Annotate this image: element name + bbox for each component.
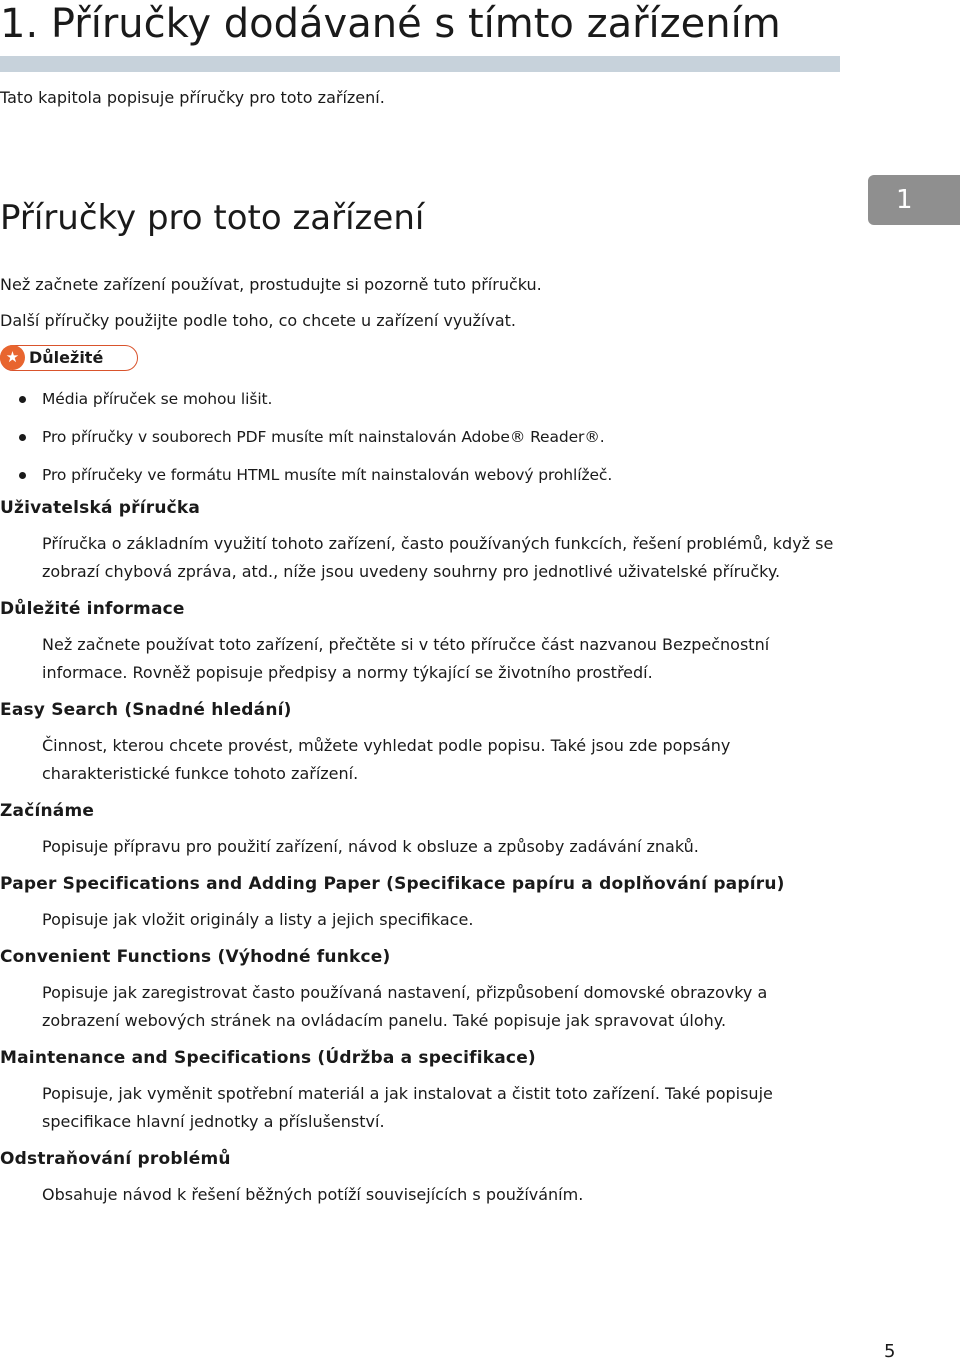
list-item [0,388,612,426]
page-number: 5 [884,1341,896,1362]
manual-description: Příručka o základním využití tohoto zařízení, často používaných funkcích, řešení problémů, když se zobrazí chybová zpráva, atd., níže jsou uvedeny souhrny pro jednotlivé uživatelské příručky. [42,534,834,581]
important-badge [0,345,138,371]
chapter-title: 1. Příručky dodávané s tímto zařízením [0,1,781,47]
manual-description: Popisuje přípravu pro použití zařízení, návod k obsluze a způsoby zadávání znaků. [42,837,699,856]
manual-description: Obsahuje návod k řešení běžných potíží souvisejících s používáním. [42,1185,584,1204]
manual-description: Než začnete používat toto zařízení, přečtěte si v této příručce část nazvanou Bezpečnostní informace. Rovněž popisuje předpisy a normy týkající se životního prostředí. [42,635,770,682]
important-label: Důležité [29,348,104,367]
manual-title: Maintenance and Specifications (Údržba a specifikace) [0,1048,536,1068]
list-item-text: Média příruček se mohou lišit. [42,390,273,408]
manual-description: Činnost, kterou chcete provést, můžete vyhledat podle popisu. Také jsou zde popsány charakteristické funkce tohoto zařízení. [42,736,731,783]
manual-description: Popisuje, jak vyměnit spotřební materiál a jak instalovat a čistit toto zařízení. Také popisuje specifikace hlavní jednotky a příslušenství. [42,1084,773,1131]
bullet-icon [19,434,26,441]
chapter-intro: Tato kapitola popisuje příručky pro toto zařízení. [0,88,385,107]
manual-title: Důležité informace [0,599,185,619]
section-paragraph-1: Než začnete zařízení používat, prostudujte si pozorně tuto příručku. [0,275,542,294]
manual-title: Convenient Functions (Výhodné funkce) [0,947,391,967]
manual-title: Odstraňování problémů [0,1149,231,1169]
manual-title: Začínáme [0,801,95,821]
manual-entry [0,698,960,783]
manual-entry [0,1046,960,1131]
manual-description: Popisuje jak zaregistrovat často používaná nastavení, přizpůsobení domovské obrazovky a zobrazení webových stránek na ovládacím panelu. Také popisuje jak spravovat úlohy. [42,983,768,1030]
manual-title: Uživatelská příručka [0,498,201,518]
manual-entry [0,597,960,682]
title-rule [0,56,840,72]
important-list [0,388,612,502]
manual-entry [0,1147,960,1204]
manual-entry [0,496,960,581]
manual-title: Paper Specifications and Adding Paper (Specifikace papíru a doplňování papíru) [0,874,785,894]
list-item-text: Pro příručeky ve formátu HTML musíte mít nainstalován webový prohlížeč. [42,466,613,484]
section-paragraph-2: Další příručky použijte podle toho, co chcete u zařízení využívat. [0,311,516,330]
chapter-tab: 1 [868,175,960,225]
bullet-icon [19,396,26,403]
bullet-icon [19,472,26,479]
manual-description: Popisuje jak vložit originály a listy a jejich specifikace. [42,910,474,929]
star-icon: ★ [0,345,25,370]
manual-entry [0,799,960,856]
section-title: Příručky pro toto zařízení [0,198,425,238]
list-item-text: Pro příručky v souborech PDF musíte mít nainstalován Adobe® Reader®. [42,428,605,446]
manual-entry [0,945,960,1030]
list-item [0,426,612,464]
manual-title: Easy Search (Snadné hledání) [0,700,292,720]
manual-entry [0,872,960,929]
